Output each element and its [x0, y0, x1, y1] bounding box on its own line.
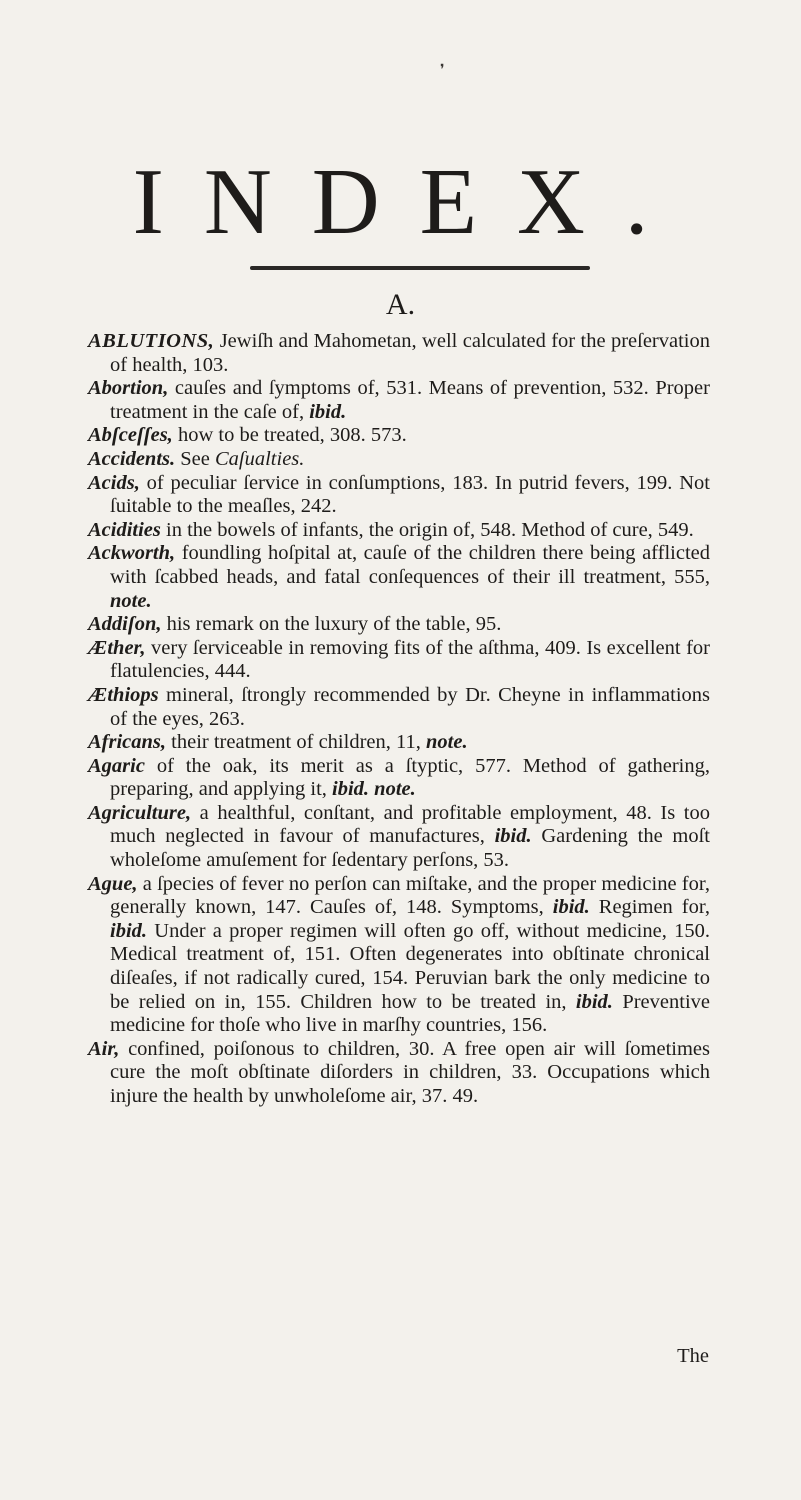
entry-headword: Agaric [88, 754, 145, 777]
entry-text: foundling hoſpital at, cauſe of the children there being afflicted with ſcabbed heads, and fatal conſequences of their ill treatment, 555, [110, 542, 710, 588]
index-entry-agriculture [88, 802, 710, 873]
entry-text: in the bowels of infants, the origin of, 548. Method of cure, 549. [160, 518, 694, 541]
entry-reference: ibid. [309, 400, 347, 423]
index-entries [88, 330, 710, 1109]
entry-headword: Abſceſſes, [88, 424, 173, 447]
index-entry-ague [88, 873, 710, 1038]
entry-headword: Æthiops [88, 683, 159, 706]
entry-headword: Ackworth, [88, 542, 176, 565]
index-entry-agaric [88, 755, 710, 802]
header-rule [250, 266, 590, 270]
entry-headword: Africans, [88, 731, 167, 754]
entry-headword: Abortion, [88, 377, 169, 400]
index-entry-acids [88, 472, 710, 519]
entry-reference: Caſualties. [214, 447, 305, 470]
entry-text: how to be treated, 308. 573. [172, 424, 407, 447]
index-entry-accidents [88, 448, 710, 472]
section-letter: A. [385, 288, 416, 321]
index-entry-abscesses [88, 424, 710, 448]
entry-reference: ibid. [110, 919, 148, 942]
index-entry-ackworth [88, 542, 710, 613]
entry-reference: note. [426, 731, 468, 754]
entry-headword: ABLUTIONS, [88, 330, 215, 352]
entry-reference: ibid. [575, 990, 613, 1013]
entry-text: a ſpecies of fever no perſon can miſtake, and the proper medicine for, generally known, 147. Cauſes of, 148. Symptoms, [110, 872, 710, 919]
entry-headword: Ague, [88, 872, 138, 895]
entry-text: See [175, 447, 215, 470]
entry-text: Gardening the moſt wholeſome amuſement for ſedentary perſons, 53. [110, 825, 710, 872]
entry-headword: Æther, [88, 636, 146, 659]
entry-headword: Accidents. [88, 447, 176, 470]
entry-headword: Acids, [88, 471, 140, 494]
index-entry-abortion [88, 377, 710, 424]
entry-headword: Addiſon, [88, 613, 162, 636]
entry-text: a healthful, conſtant, and profitable employment, 48. Is too much neglected in favour of manufactures, [110, 801, 710, 848]
index-entry-acidities [88, 519, 710, 543]
entry-headword: Acidities [88, 518, 161, 541]
entry-headword: Agriculture, [88, 801, 192, 824]
index-entry-ablutions [88, 330, 710, 377]
index-entry-aethiops [88, 684, 710, 731]
entry-text: of peculiar ſervice in conſumptions, 183. In putrid fevers, 199. Not ſuitable to the meaſles, 242. [110, 471, 710, 518]
entry-text: very ſerviceable in removing fits of the aſthma, 409. Is excellent for flatulencies, 444. [110, 636, 710, 683]
index-entry-africans [88, 731, 710, 755]
entry-text: Regimen for, [589, 896, 710, 919]
index-entry-air [88, 1038, 710, 1109]
entry-text: Preventive medicine for thoſe who live in marſhy countries, 156. [110, 990, 710, 1037]
entry-headword: Air, [88, 1037, 120, 1060]
entry-reference: ibid. note. [332, 778, 416, 801]
entry-text: Under a proper regimen will often go off, without medicine, 150. Medical treatment of, 151. Often degenerates into obſtinate chronical diſeaſes, if not radically cured, 154. Peruvian bark the only medicine to be relied on in, 155. Children how to be treated in, [110, 919, 710, 1013]
entry-reference: ibid. [494, 825, 532, 848]
ink-speck: ❜ [440, 63, 445, 78]
entry-reference: note. [110, 589, 152, 612]
index-entry-addison [88, 613, 710, 637]
entry-text: mineral, ſtrongly recommended by Dr. Cheyne in inflammations of the eyes, 263. [110, 683, 710, 730]
entry-text: their treatment of children, 11, [166, 731, 426, 754]
entry-text: Jewiſh and Mahometan, well calculated for the preſervation of health, 103. [110, 330, 710, 376]
page-title: INDEX. [132, 149, 689, 254]
entry-text: cauſes and ſymptoms of, 531. Means of prevention, 532. Proper treatment in the caſe of, [110, 377, 710, 423]
entry-text: confined, poiſonous to children, 30. A free open air will ſometimes cure the moſt obſtinate diſorders in children, 33. Occupations which injure the health by unwholeſome air, 37. 49. [110, 1037, 710, 1107]
catchword: The [677, 1345, 709, 1367]
entry-reference: ibid. [552, 896, 590, 919]
entry-text: his remark on the luxury of the table, 95. [161, 613, 502, 636]
index-entry-aether [88, 637, 710, 684]
entry-text: of the oak, its merit as a ſtyptic, 577. Method of gathering, preparing, and applying it, [110, 754, 710, 801]
